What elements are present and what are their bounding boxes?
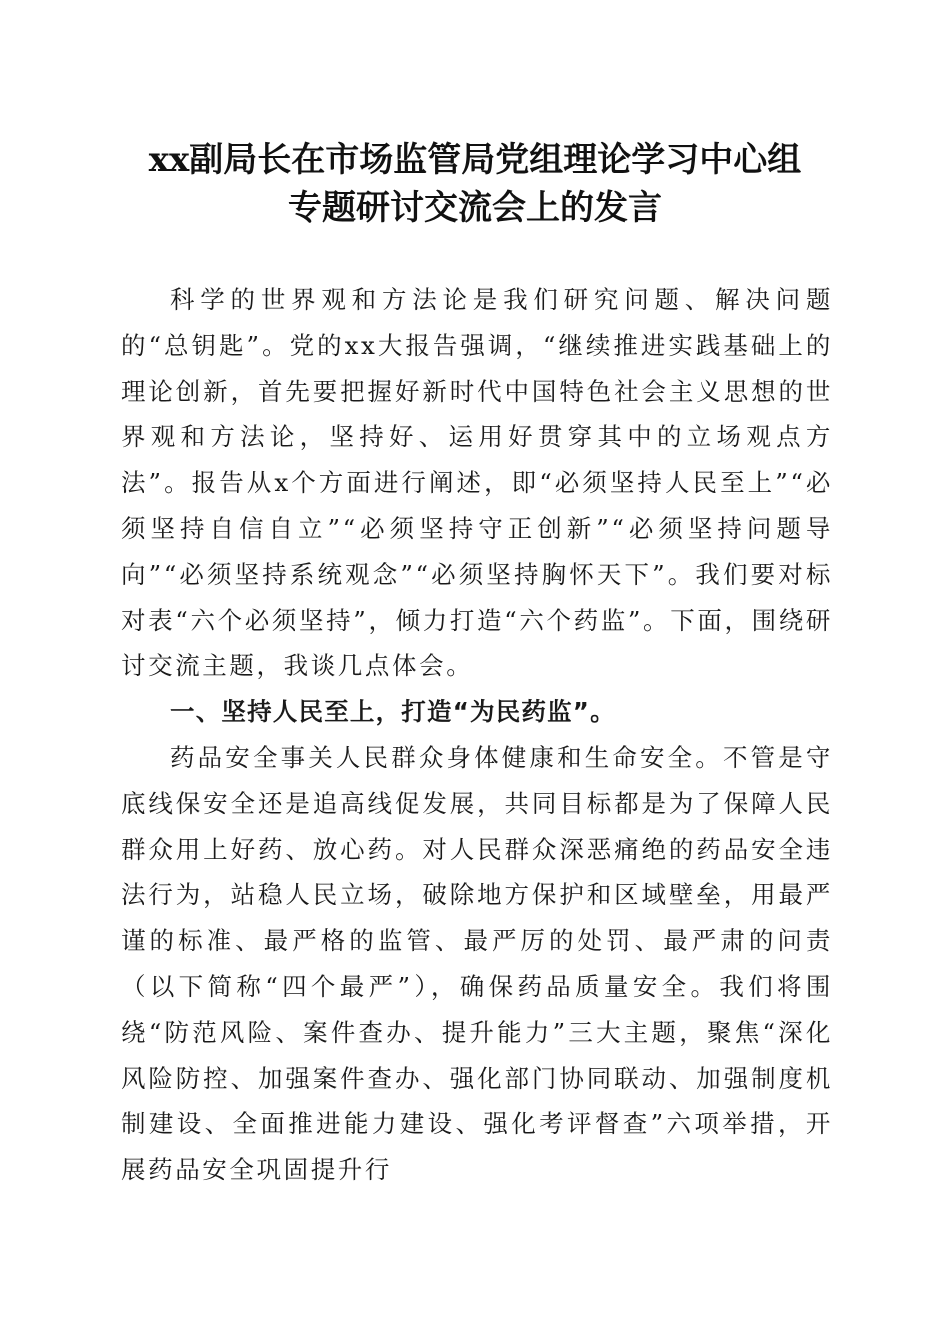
paragraph-intro: 科学的世界观和方法论是我们研究问题、解决问题的“总钥匙”。党的xx大报告强调，“继续推进实践基础上的理论创新，首先要把握好新时代中国特色社会主义思想的世界观和方法论，坚持好、运用好贯穿其中的立场观点方法”。报告从x个方面进行阐述，即“必须坚持人民至上”“必须坚持自信自立”“必须坚持守正创新”“必须坚持问题导向”“必须坚持系统观念”“必须坚持胸怀天下”。我们要对标对表“六个必须坚持”，倾力打造“六个药监”。下面，围绕研讨交流主题，我谈几点体会。	[121, 285, 833, 681]
document-body	[121, 277, 833, 1193]
document-title-line-1: xx副局长在市场监管局党组理论学习中心组	[148, 140, 802, 180]
document-title-line-2: 专题研讨交流会上的发言	[288, 188, 662, 228]
section-heading-1: 一、坚持人民至上，打造“为民药监”。	[170, 697, 616, 727]
paragraph-section-1: 药品安全事关人民群众身体健康和生命安全。不管是守底线保安全还是追高线促发展，共同目标都是为了保障人民群众用上好药、放心药。对人民群众深恶痛绝的药品安全违法行为，站稳人民立场，破除地方保护和区域壁垒，用最严谨的标准、最严格的监管、最严厉的处罚、最严肃的问责（以下简称“四个最严”），确保药品质量安全。我们将围绕“防范风险、案件查办、提升能力”三大主题，聚焦“深化风险防控、加强案件查办、强化部门协同联动、加强制度机制建设、全面推进能力建设、强化考评督查”六项举措，开展药品安全巩固提升行	[121, 742, 833, 1185]
